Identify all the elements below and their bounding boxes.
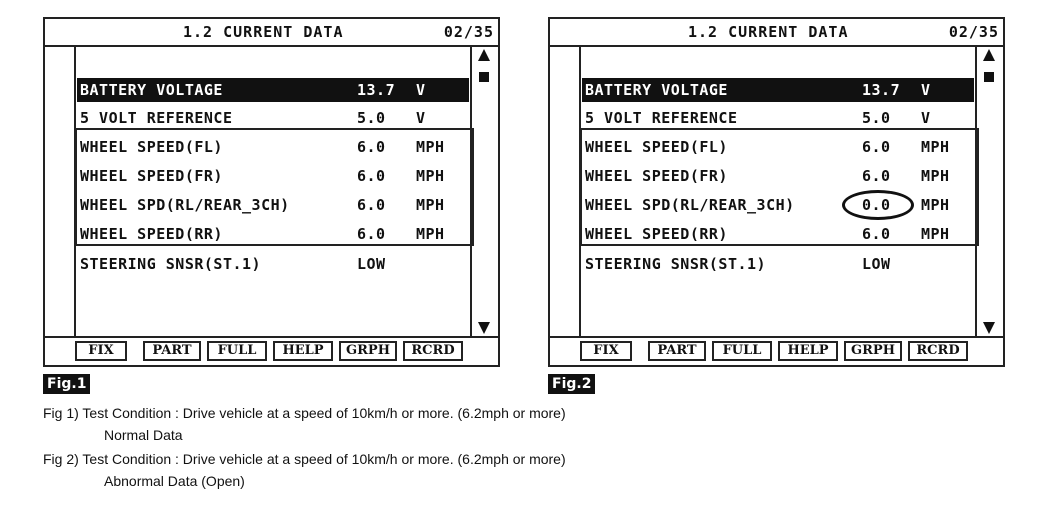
row-name: BATTERY VOLTAGE xyxy=(80,81,223,99)
row-unit: MPH xyxy=(416,138,445,156)
row-unit: MPH xyxy=(921,196,950,214)
row-unit: MPH xyxy=(921,167,950,185)
full-key[interactable]: FULL xyxy=(712,341,772,361)
row-name: 5 VOLT REFERENCE xyxy=(80,109,233,127)
rcrd-key[interactable]: RCRD xyxy=(403,341,463,361)
row-value: 13.7 xyxy=(357,81,396,99)
row-unit: V xyxy=(921,81,931,99)
scroll-thumb[interactable] xyxy=(984,72,994,82)
help-key[interactable]: HELP xyxy=(273,341,333,361)
scroll-thumb[interactable] xyxy=(479,72,489,82)
wheel-speed-highlight-box xyxy=(75,128,474,246)
abnormal-value-circle xyxy=(842,190,914,220)
scrollbar[interactable] xyxy=(975,45,1003,338)
scroll-up-arrow-icon[interactable] xyxy=(478,49,490,61)
row-name: WHEEL SPEED(RR) xyxy=(80,225,223,243)
data-row[interactable] xyxy=(582,252,974,276)
function-key-bar xyxy=(45,336,498,365)
help-key[interactable]: HELP xyxy=(778,341,838,361)
data-row[interactable] xyxy=(77,106,469,130)
page-indicator: 02/35 xyxy=(948,23,999,41)
page-indicator: 02/35 xyxy=(443,23,494,41)
grph-key[interactable]: GRPH xyxy=(844,341,902,361)
row-name: BATTERY VOLTAGE xyxy=(585,81,728,99)
row-name: WHEEL SPEED(FR) xyxy=(80,167,223,185)
fig2-result: Abnormal Data (Open) xyxy=(104,473,245,489)
row-name: WHEEL SPEED(FL) xyxy=(80,138,223,156)
data-row-selected[interactable] xyxy=(582,78,974,102)
row-value: 5.0 xyxy=(862,109,891,127)
scan-tool-screen-fig1 xyxy=(43,17,500,367)
scroll-up-arrow-icon[interactable] xyxy=(983,49,995,61)
screen-header xyxy=(45,19,498,47)
row-name: 5 VOLT REFERENCE xyxy=(585,109,738,127)
figure-label: Fig.1 xyxy=(43,374,90,394)
data-row[interactable] xyxy=(582,106,974,130)
row-unit: V xyxy=(416,109,426,127)
scrollbar[interactable] xyxy=(470,45,498,338)
row-value: 13.7 xyxy=(862,81,901,99)
grph-key[interactable]: GRPH xyxy=(339,341,397,361)
data-row[interactable] xyxy=(77,252,469,276)
row-name: WHEEL SPD(RL/REAR_3CH) xyxy=(80,196,290,214)
row-value: 6.0 xyxy=(862,225,891,243)
row-name: WHEEL SPEED(FR) xyxy=(585,167,728,185)
row-value: 6.0 xyxy=(862,138,891,156)
row-value: 6.0 xyxy=(357,196,386,214)
row-name: STEERING SNSR(ST.1) xyxy=(80,255,262,273)
screen-title: 1.2 CURRENT DATA xyxy=(688,23,849,41)
fix-key[interactable]: FIX xyxy=(580,341,632,361)
screen-title: 1.2 CURRENT DATA xyxy=(183,23,344,41)
wheel-speed-highlight-box xyxy=(580,128,979,246)
fig2-test-condition: Fig 2) Test Condition : Drive vehicle at a speed of 10km/h or more. (6.2mph or more) xyxy=(43,451,566,467)
row-unit: MPH xyxy=(416,225,445,243)
row-unit: MPH xyxy=(921,225,950,243)
row-unit: V xyxy=(416,81,426,99)
row-unit: MPH xyxy=(921,138,950,156)
scroll-down-arrow-icon[interactable] xyxy=(478,322,490,334)
row-value: 0.0 xyxy=(862,196,891,214)
screen-header xyxy=(550,19,1003,47)
row-unit: V xyxy=(921,109,931,127)
row-name: STEERING SNSR(ST.1) xyxy=(585,255,767,273)
scan-tool-screen-fig2 xyxy=(548,17,1005,367)
row-value: 6.0 xyxy=(357,167,386,185)
row-value: LOW xyxy=(862,255,891,273)
part-key[interactable]: PART xyxy=(648,341,706,361)
row-value: 5.0 xyxy=(357,109,386,127)
fig1-test-condition: Fig 1) Test Condition : Drive vehicle at a speed of 10km/h or more. (6.2mph or more) xyxy=(43,405,566,421)
row-name: WHEEL SPEED(FL) xyxy=(585,138,728,156)
full-key[interactable]: FULL xyxy=(207,341,267,361)
row-value: LOW xyxy=(357,255,386,273)
part-key[interactable]: PART xyxy=(143,341,201,361)
row-value: 6.0 xyxy=(862,167,891,185)
rcrd-key[interactable]: RCRD xyxy=(908,341,968,361)
fig1-result: Normal Data xyxy=(104,427,183,443)
row-value: 6.0 xyxy=(357,138,386,156)
function-key-bar xyxy=(550,336,1003,365)
row-unit: MPH xyxy=(416,196,445,214)
row-unit: MPH xyxy=(416,167,445,185)
fix-key[interactable]: FIX xyxy=(75,341,127,361)
figure-label: Fig.2 xyxy=(548,374,595,394)
row-name: WHEEL SPD(RL/REAR_3CH) xyxy=(585,196,795,214)
scroll-down-arrow-icon[interactable] xyxy=(983,322,995,334)
row-name: WHEEL SPEED(RR) xyxy=(585,225,728,243)
data-row-selected[interactable] xyxy=(77,78,469,102)
row-value: 6.0 xyxy=(357,225,386,243)
